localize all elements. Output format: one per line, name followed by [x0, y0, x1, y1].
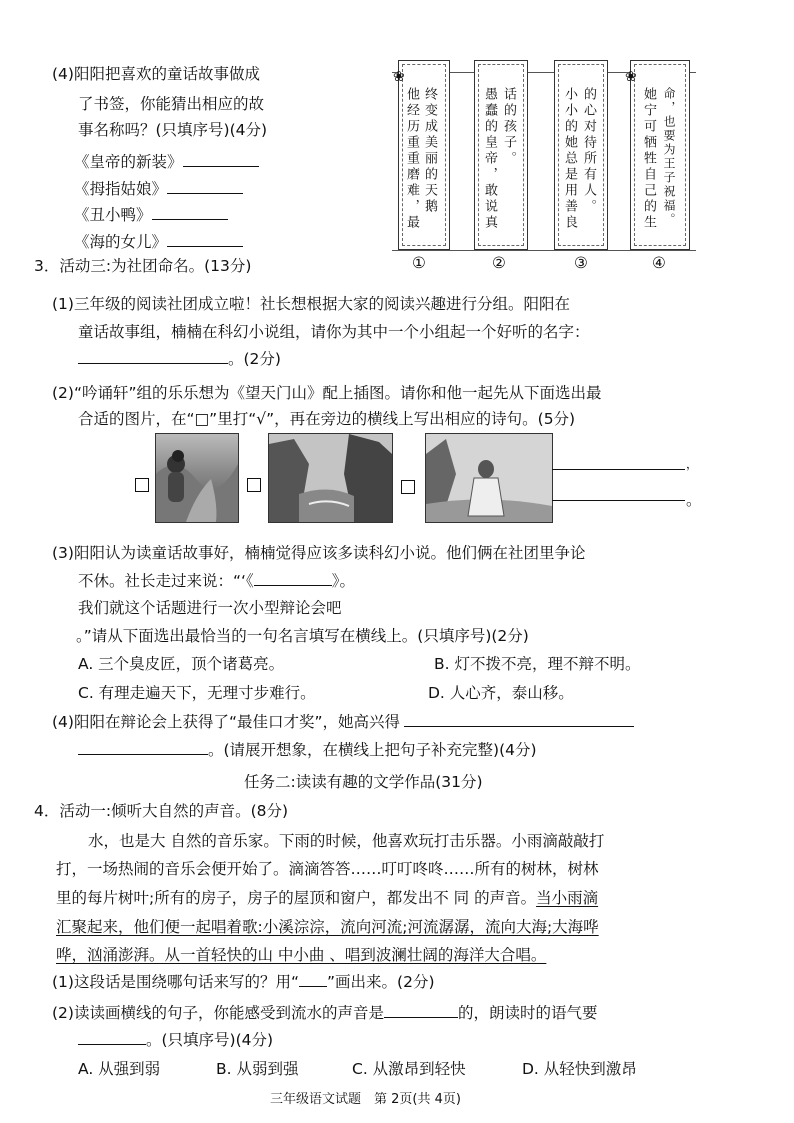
poet-picture [425, 433, 553, 523]
s3-q2-line1: (2)“吟诵轩”组的乐乐想为《望天门山》配上插图。请你和他一起先从下面选出最 [52, 384, 602, 402]
passage-line3 [56, 886, 598, 908]
story-item-4 [74, 230, 243, 252]
section3-title: 3．活动三:为社团命名。(13分) [34, 257, 252, 275]
period-mark: 。 [686, 491, 702, 509]
s3-q1-line2: 童话故事组，楠楠在科幻小说组，请你为其中一个小组起一个好听的名字： [78, 323, 590, 341]
flower-icon: ❀ [393, 69, 405, 85]
checkbox-picture-2[interactable] [247, 478, 261, 492]
imagine-answer-blank-2[interactable] [78, 740, 208, 755]
s4-option-a: A. 从强到弱 [78, 1060, 161, 1078]
passage-line2: 打，一场热闹的音乐会便开始了。滴滴答答……叮叮咚咚……所有的树林，树林 [56, 860, 599, 878]
q4-prompt-line2: 了书签，你能猜出相应的故 [78, 95, 265, 113]
q2-text2: 的，朗读时的语气要 [457, 1004, 598, 1022]
passage-line1: 水，也是大 自然的音乐家。下雨的时候，他喜欢玩打击乐器。小雨滴敲敲打 [88, 832, 605, 850]
bookmark-text: 的心对待所有人。 [581, 87, 596, 215]
q2-text: (2)读读画横线的句子，你能感受到流水的声音是 [52, 1004, 384, 1022]
q4-text: (4)阳阳在辩论会上获得了“最佳口才奖”，她高兴得 [52, 713, 401, 731]
s4-q2-line1 [52, 1001, 597, 1023]
q4-prompt-line3: 事名称吗？(只填序号)(4分) [78, 121, 268, 139]
bookmark-number: ④ [652, 254, 666, 272]
s4-option-b: B. 从弱到强 [216, 1060, 299, 1078]
bookmark-text: 他经历重重磨难，最 [404, 87, 419, 231]
checkbox-picture-3[interactable] [401, 480, 415, 494]
answer-blank[interactable] [167, 179, 243, 194]
line-sample [299, 972, 327, 987]
quote-end: 》。 [331, 572, 355, 590]
bookmark-text: 话的孩子。 [501, 87, 516, 167]
name-answer-blank[interactable] [78, 349, 228, 364]
bookmark-text: 小小的她总是用善良 [562, 87, 577, 231]
bookmark-number: ② [492, 254, 506, 272]
s3-q3-line2 [78, 569, 355, 591]
story-name: 《皇帝的新装》 [74, 153, 183, 171]
s4-option-c: C. 从激昂到轻快 [352, 1060, 466, 1078]
page-footer: 三年级语文试题 第 2页(共 4页) [270, 1092, 461, 1107]
s3-q1-line1: (1)三年级的阅读社团成立啦！社长想根据大家的阅读兴趣进行分组。阳阳在 [52, 295, 570, 313]
bookmark-3 [554, 60, 608, 250]
bookmark-text: 命，也要为王子祝福。 [662, 87, 676, 227]
s4-option-d: D. 从轻快到激昂 [522, 1060, 637, 1078]
story-item-2 [74, 177, 243, 199]
story-name: 《拇指姑娘》 [74, 180, 168, 198]
s3-q2-line2: 合适的图片，在“□”里打“√”，再在旁边的横线上写出相应的诗句。(5分) [78, 410, 576, 428]
q2-score: 。(只填序号)(4分) [146, 1031, 274, 1049]
bookmark-number: ③ [574, 254, 588, 272]
passage-line4: 汇聚起来，他们便一起唱着歌:小溪淙淙，流向河流;河流潺潺，流向大海;大海哗 [56, 918, 599, 936]
flower-icon: ❀ [625, 69, 637, 85]
cartoon-picture [155, 433, 239, 523]
comma-mark: ， [686, 457, 699, 471]
option-a: A. 三个臭皮匠，顶个诸葛亮。 [78, 655, 285, 673]
q4-hint: 。(请展开想象，在横线上把句子补充完整)(4分) [208, 741, 537, 759]
story-name: 《海的女儿》 [74, 233, 168, 251]
answer-blank[interactable] [167, 232, 243, 247]
s3-q4-line2 [78, 738, 537, 760]
s3-q3-line4: 。”请从下面选出最恰当的一句名言填写在横线上。(只填序号)(2分) [76, 627, 529, 645]
bookmark-text: 愚蠢的皇帝，敢说真 [482, 87, 497, 231]
option-b: B. 灯不拨不亮，理不辩不明。 [434, 655, 641, 673]
passage-line5: 哗，汹涌澎湃。从一首轻快的山 中小曲 、唱到波澜壮阔的海洋大合唱。 [56, 946, 547, 964]
story-item-1 [74, 150, 259, 172]
bookmark-text: 终变成美丽的天鹅 [422, 87, 437, 215]
option-d: D. 人心齐，泰山移。 [428, 684, 574, 702]
answer-blank[interactable] [183, 152, 259, 167]
bookmarks-figure [392, 56, 696, 274]
quote-start: 不休。社长走过来说：“‘《 [78, 572, 254, 590]
poem-line-blank-2[interactable] [552, 486, 685, 501]
bookmark-text: 她宁可牺牲自己的生 [641, 87, 656, 231]
imagine-answer-blank-1[interactable] [404, 712, 634, 727]
story-name: 《丑小鸭》 [74, 206, 152, 224]
underlined-text: 当小雨滴 [536, 889, 599, 907]
sound-answer-blank[interactable] [384, 1003, 458, 1018]
section4-title: 4．活动一:倾听大自然的声音。(8分) [34, 802, 289, 820]
bookmark-1 [393, 60, 450, 250]
s3-q3-line1: (3)阳阳认为读童话故事好，楠楠觉得应该多读科幻小说。他们俩在社团里争论 [52, 544, 586, 562]
s4-q2-line2 [78, 1028, 273, 1050]
tone-answer-blank[interactable] [78, 1030, 146, 1045]
bookmark-number: ① [412, 254, 426, 272]
option-c: C. 有理走遍天下，无理寸步难行。 [78, 684, 316, 702]
poem-line-blank-1[interactable] [552, 455, 685, 470]
quote-answer-blank[interactable] [254, 571, 332, 586]
story-item-3 [74, 203, 228, 225]
s3-q4-line1 [52, 710, 634, 732]
answer-blank[interactable] [152, 205, 228, 220]
q1-score: ”画出来。(2分) [327, 973, 435, 991]
s4-q1 [52, 970, 435, 992]
q4-prompt-line1: (4)阳阳把喜欢的童话故事做成 [52, 65, 260, 83]
s3-q3-line3: 我们就这个话题进行一次小型辩论会吧 [78, 599, 342, 617]
score: 。(2分) [228, 350, 281, 368]
bookmark-4 [625, 60, 690, 250]
s3-q1-line3 [78, 347, 281, 369]
checkbox-picture-1[interactable] [135, 478, 149, 492]
passage-text: 里的每片树叶;所有的房子，房子的屋顶和窗户，都发出不 同 的声音。 [56, 889, 537, 907]
task2-title: 任务二:读读有趣的文学作品(31分) [244, 773, 483, 791]
mountain-picture [268, 433, 393, 523]
q1-text: (1)这段话是围绕哪句话来写的？用“ [52, 973, 299, 991]
bookmark-2 [474, 60, 528, 250]
